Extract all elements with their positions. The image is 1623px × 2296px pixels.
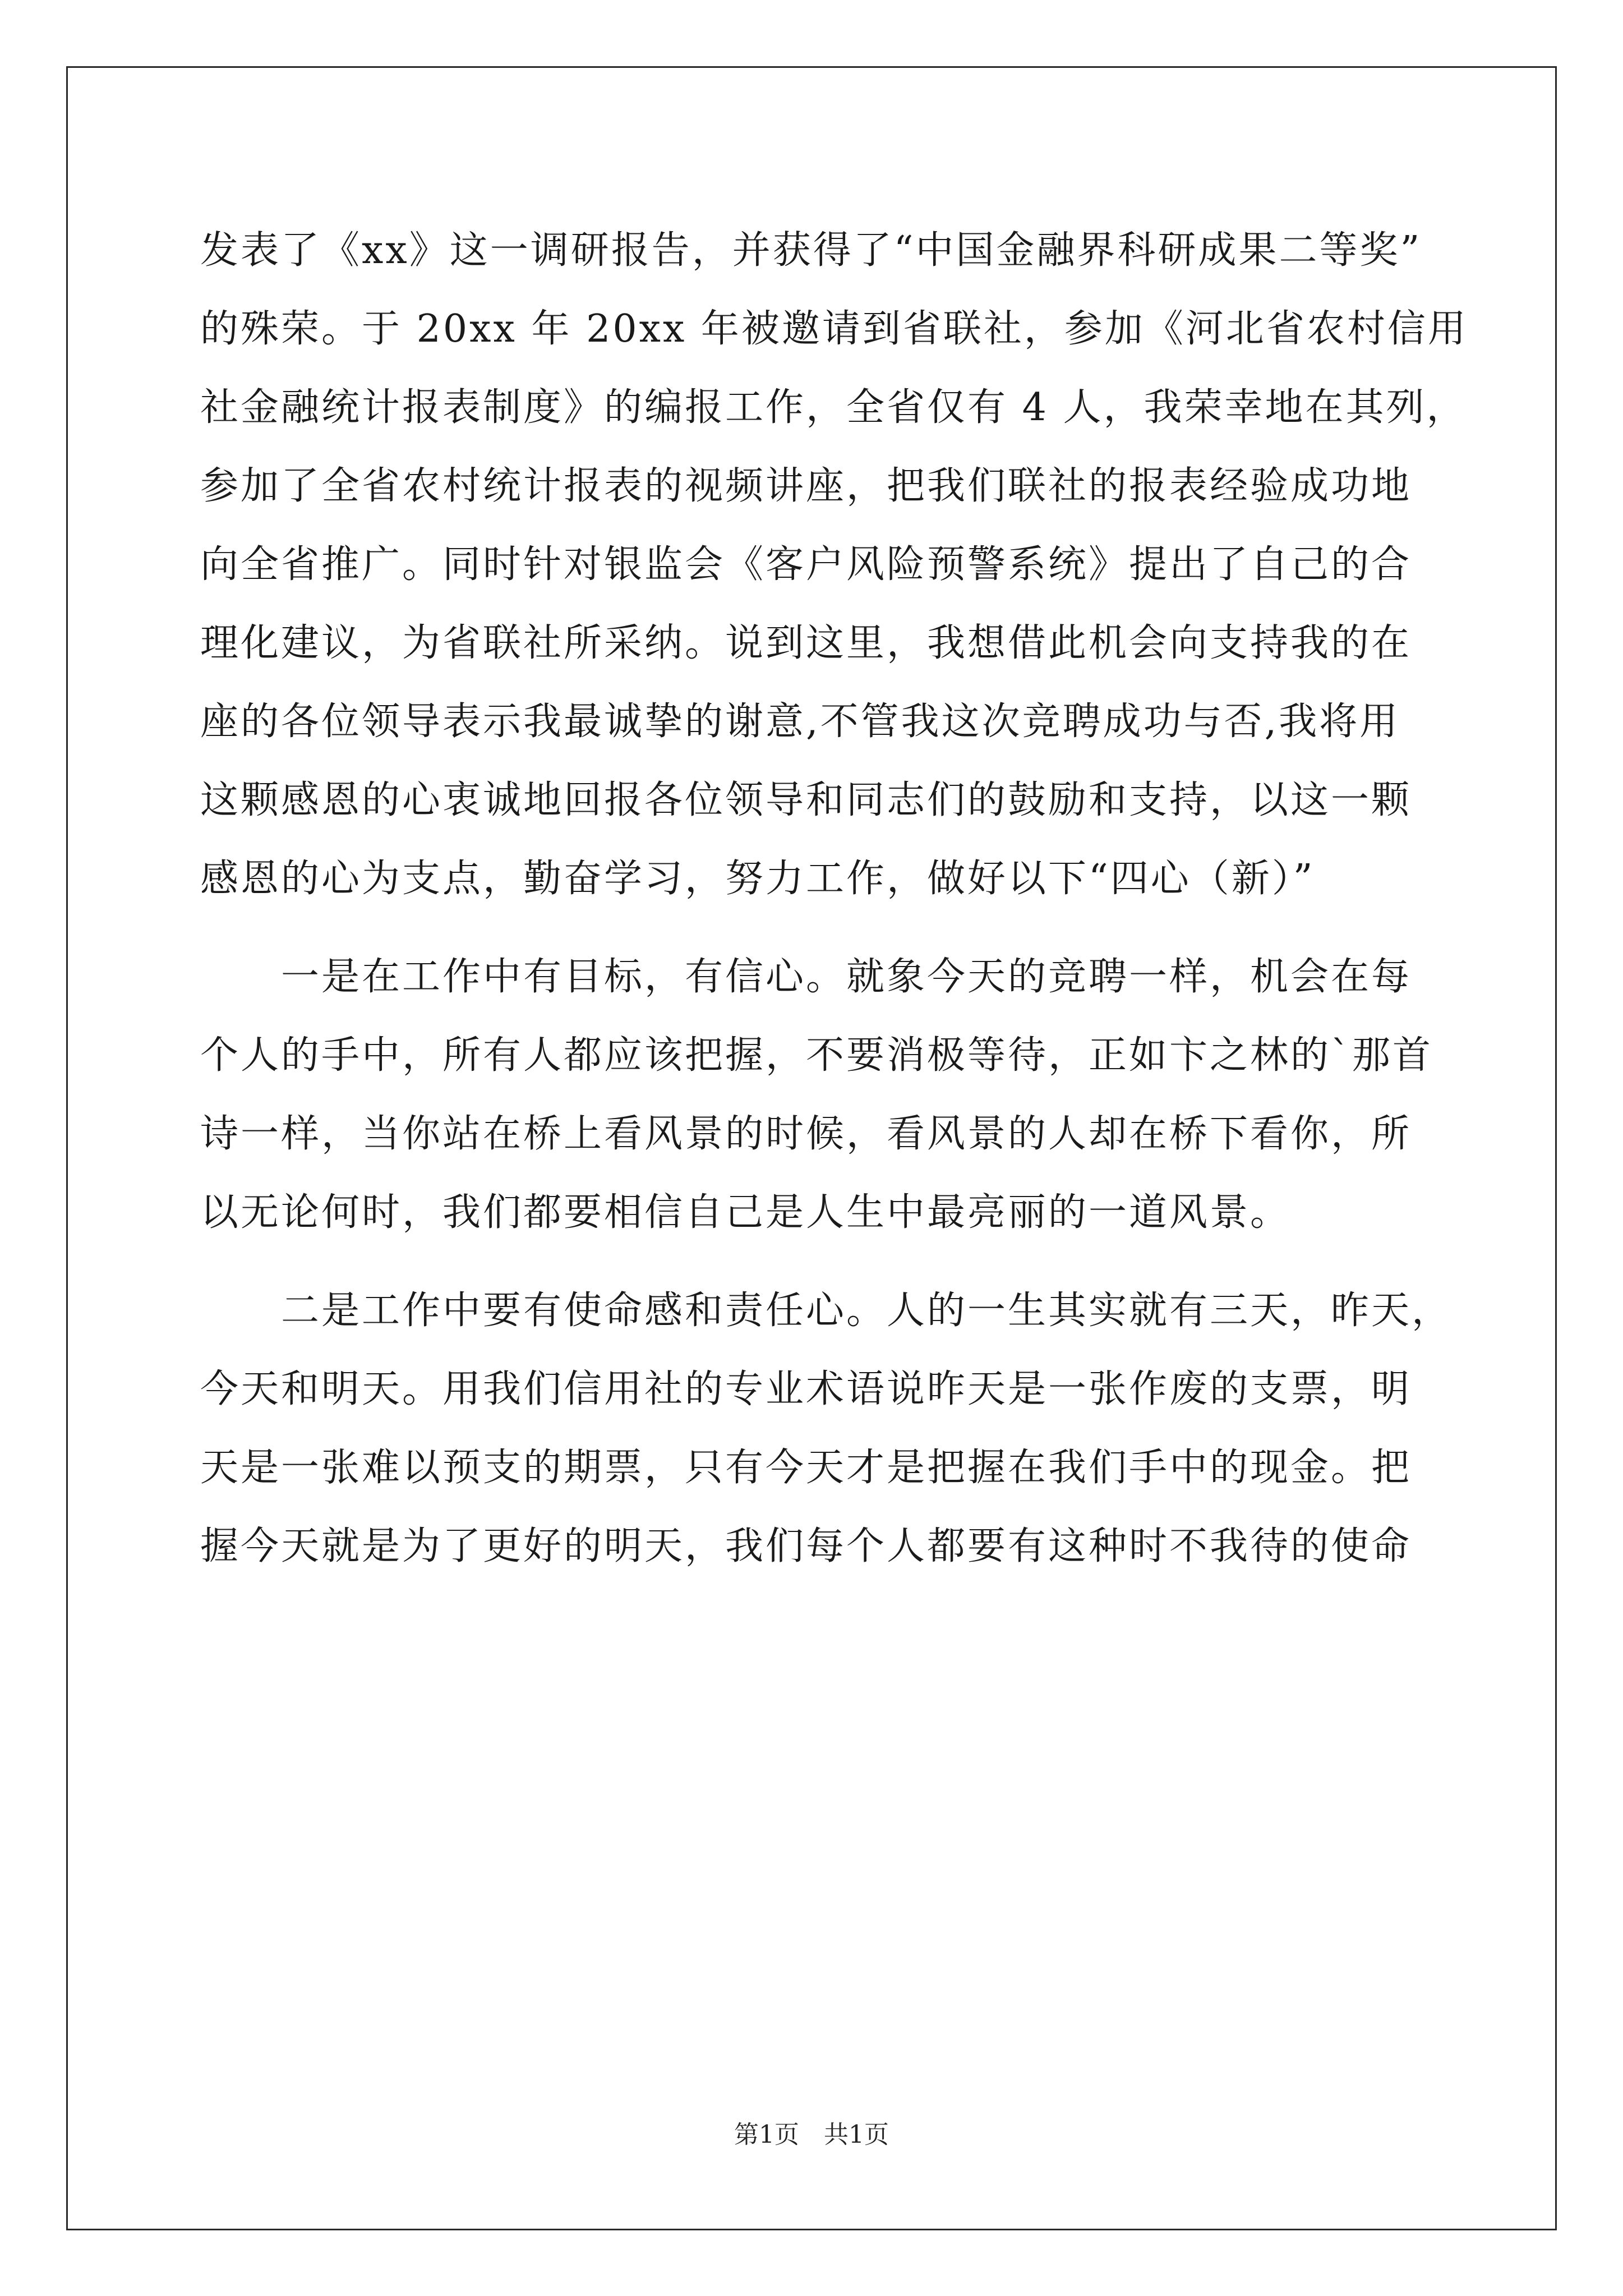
text-line: 的殊荣。于 20xx 年 20xx 年被邀请到省联社，参加《河北省农村信用	[200, 307, 1468, 351]
text-line: 理化建议，为省联社所采纳。说到这里，我想借此机会向支持我的在	[200, 621, 1412, 665]
text-line: 这颗感恩的心衷诚地回报各位领导和同志们的鼓励和支持，以这一颗	[200, 778, 1412, 822]
text-line: 以无论何时，我们都要相信自己是人生中最亮丽的一道风景。	[200, 1190, 1291, 1235]
paragraph-2	[200, 938, 1433, 1252]
text-line: 二是工作中要有使命感和责任心。人的一生其实就有三天，昨天，	[200, 1289, 1453, 1333]
paragraph-1	[200, 211, 1468, 918]
text-line: 今天和明天。用我们信用社的专业术语说昨天是一张作废的支票，明	[200, 1367, 1412, 1411]
text-line: 发表了《xx》这一调研报告，并获得了“中国金融界科研成果二等奖”	[200, 228, 1422, 273]
text-line: 座的各位领导表示我最诚挚的谢意,不管我这次竞聘成功与否,我将用	[200, 700, 1400, 744]
page-number-footer: 第1页 共1页	[734, 2120, 889, 2149]
text-line: 握今天就是为了更好的明天，我们每个人都要有这种时不我待的使命	[200, 1524, 1412, 1568]
text-line: 一是在工作中有目标，有信心。就象今天的竞聘一样，机会在每	[200, 955, 1412, 999]
text-line: 诗一样，当你站在桥上看风景的时候，看风景的人却在桥下看你，所	[200, 1112, 1412, 1156]
paragraph-spacing	[200, 918, 1428, 938]
text-line: 社金融统计报表制度》的编报工作，全省仅有 4 人，我荣幸地在其列，	[200, 385, 1467, 430]
document-body	[200, 211, 1468, 1586]
paragraph-3	[200, 1272, 1453, 1586]
text-line: 向全省推广。同时针对银监会《客户风险预警系统》提出了自己的合	[200, 542, 1412, 587]
text-line: 天是一张难以预支的期票，只有今天才是把握在我们手中的现金。把	[200, 1446, 1412, 1490]
paragraph-spacing	[200, 1252, 1428, 1272]
text-line: 个人的手中，所有人都应该把握，不要消极等待，正如卞之林的`那首	[200, 1033, 1433, 1078]
text-line: 感恩的心为支点，勤奋学习，努力工作，做好以下“四心（新）”	[200, 857, 1315, 901]
text-line: 参加了全省农村统计报表的视频讲座，把我们联社的报表经验成功地	[200, 464, 1412, 508]
